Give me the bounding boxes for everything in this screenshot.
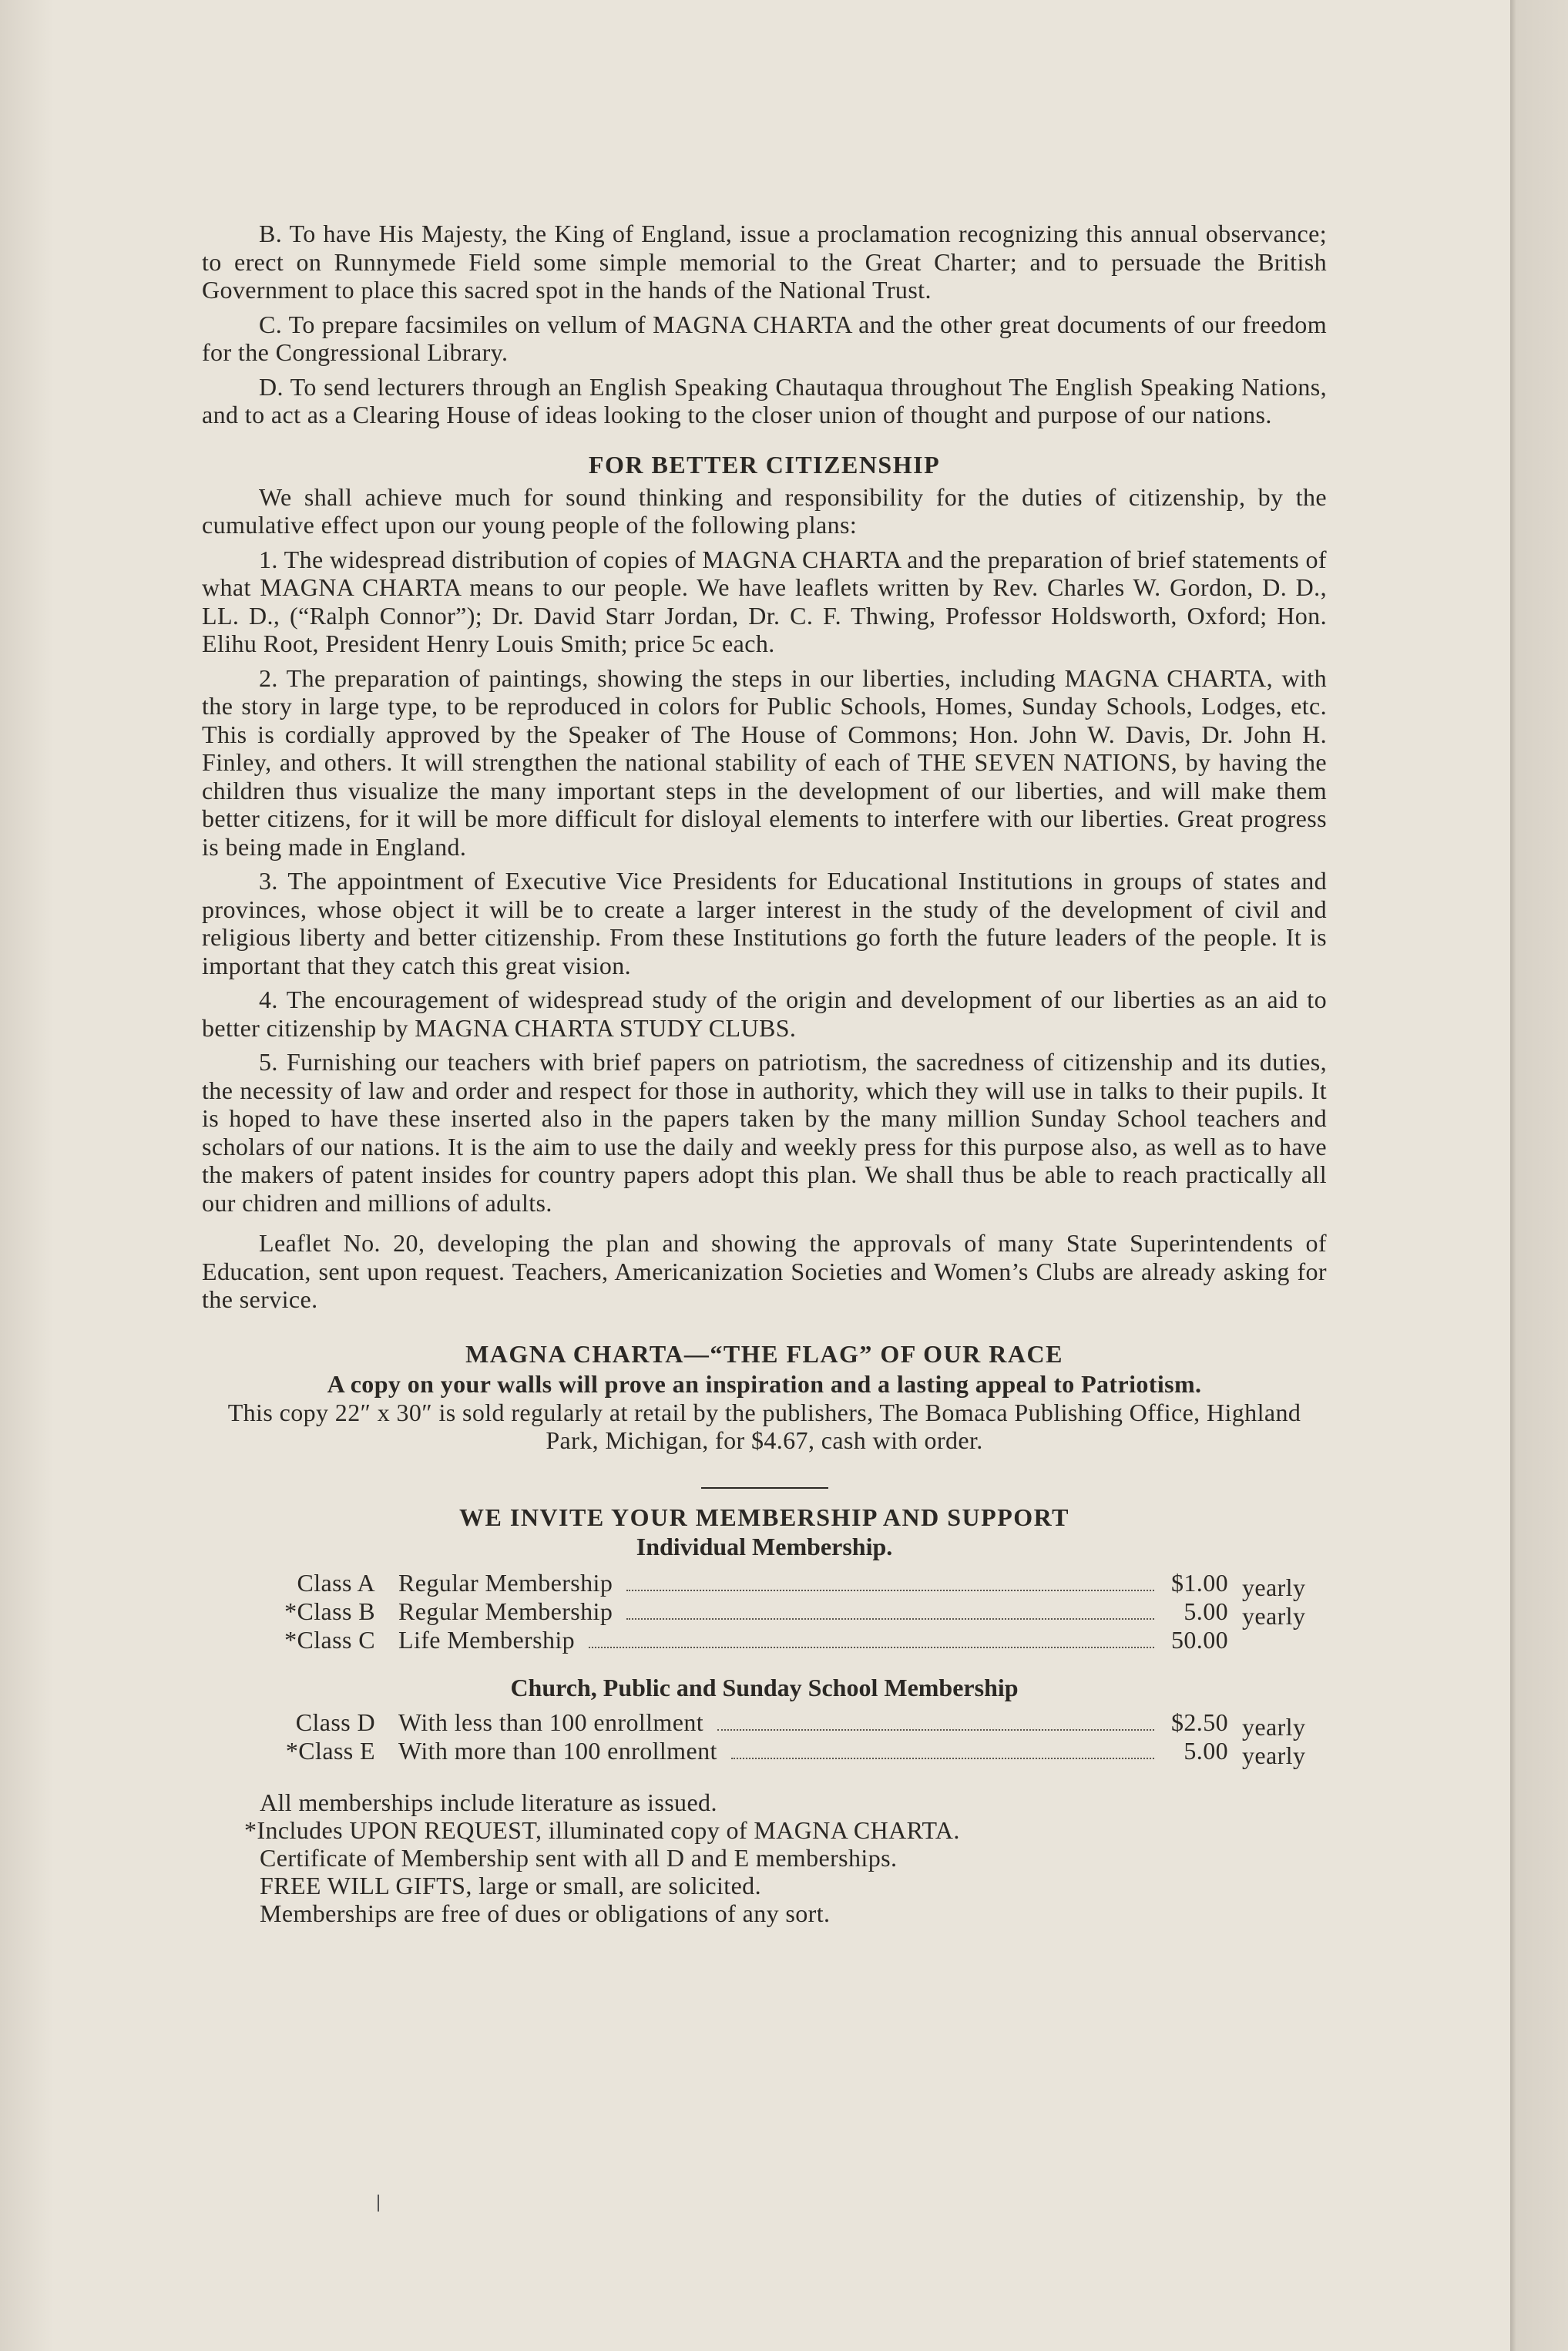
class-period: yearly <box>1242 1712 1306 1741</box>
note-line: *Includes UPON REQUEST, illuminated copy of MAGNA CHARTA. <box>244 1815 960 1844</box>
membership-row <box>202 1568 1327 1601</box>
membership-row <box>202 1708 1327 1741</box>
individual-membership-heading: Individual Membership. <box>636 1532 893 1560</box>
leaflet-note: Leaflet No. 20, developing the plan and showing the approvals of many State Superintendents of Education, sent upon request. Teachers, Americanization Societies and Women’s Clubs are already asking for the service. <box>202 1229 1327 1313</box>
citizenship-intro: We shall achieve much for sound thinking and responsibility for the duties of citizenship, by the cumulative effect upon our young people of the following plans: <box>202 482 1327 539</box>
class-label: *Class C <box>284 1625 375 1654</box>
class-period: yearly <box>1242 1601 1306 1630</box>
membership-heading: WE INVITE YOUR MEMBERSHIP AND SUPPORT <box>459 1503 1069 1531</box>
document-body <box>202 220 1327 1927</box>
plan-1: 1. The widespread distribution of copies of MAGNA CHARTA and the preparation of brief statements of what MAGNA CHARTA means to our people. We have leaflets written by Rev. Charles W. Gordon, D. D., LL. D., (“Ralph Connor”); Dr. David Starr Jordan, Dr. C. F. Thwing, Professor Holdsworth, Oxford; Hon. Elihu Root, President Henry Louis Smith; price 5c each. <box>202 545 1327 657</box>
section-divider <box>701 1487 828 1489</box>
flag-bold-line: A copy on your walls will prove an inspiration and a lasting appeal to Patriotism. <box>327 1369 1202 1398</box>
class-description: Regular Membership <box>398 1568 613 1597</box>
dot-leader <box>589 1647 1154 1648</box>
flag-body: This copy 22″ x 30″ is sold regularly at retail by the publishers, The Bomaca Publishing Office, Highland Park, Michigan, for $4.67, cash with order. <box>227 1398 1301 1454</box>
dot-leader <box>717 1729 1154 1731</box>
flag-heading: MAGNA CHARTA—“THE FLAG” OF OUR RACE <box>465 1339 1063 1368</box>
note-line: All memberships include literature as issued. <box>260 1788 717 1816</box>
class-price: $2.50 <box>1171 1708 1228 1736</box>
class-label: *Class B <box>284 1597 375 1625</box>
church-membership-list <box>202 1708 1327 1769</box>
membership-row <box>202 1597 1327 1630</box>
class-description: With more than 100 enrollment <box>398 1736 717 1765</box>
class-price: $1.00 <box>1171 1568 1228 1597</box>
class-description: Life Membership <box>398 1625 576 1654</box>
class-price: 5.00 <box>1184 1736 1228 1765</box>
class-description: With less than 100 enrollment <box>398 1708 704 1736</box>
note-line: FREE WILL GIFTS, large or small, are solicited. <box>260 1871 761 1899</box>
membership-row <box>202 1626 1327 1654</box>
class-price: 50.00 <box>1171 1625 1228 1654</box>
individual-membership-list <box>202 1569 1327 1654</box>
objective-c: C. To prepare facsimiles on vellum of MAGNA CHARTA and the other great documents of our freedom for the Congressional Library. <box>202 310 1327 366</box>
dot-leader <box>731 1758 1154 1759</box>
dot-leader <box>626 1618 1154 1620</box>
class-period: yearly <box>1242 1741 1306 1769</box>
objective-d: D. To send lecturers through an English Speaking Chautaqua throughout The English Speaking Nations, and to act as a Clearing House of ideas looking to the closer union of thought and purpose of our nations. <box>202 372 1327 428</box>
plan-4: 4. The encouragement of widespread study of the origin and development of our liberties as an aid to better citizenship by MAGNA CHARTA STUDY CLUBS. <box>202 986 1327 1042</box>
plan-2: 2. The preparation of paintings, showing the steps in our liberties, including MAGNA CHARTA, with the story in large type, to be reproduced in colors for Public Schools, Homes, Sunday Schools, Lodges, etc. This is cordially approved by the Speaker of The House of Commons; Hon. John W. Davis, Dr. John H. Finley, and others. It will strengthen the national stability of each of THE SEVEN NATIONS, by having the children thus visualize the many important steps in the development of our liberties, and will make them better citizens, for it will be more difficult for disloyal elements to interfere with our liberties. Great progress is being made in England. <box>202 663 1327 861</box>
class-label: Class D <box>295 1708 375 1736</box>
objective-b: B. To have His Majesty, the King of England, issue a proclamation recognizing this annual observance; to erect on Runnymede Field some simple memorial to the Great Charter; and to persuade the British Government to place this sacred spot in the hands of the National Trust. <box>202 220 1327 304</box>
note-line: Certificate of Membership sent with all D and E memberships. <box>260 1843 898 1872</box>
citizenship-heading: FOR BETTER CITIZENSHIP <box>588 450 941 479</box>
pencil-mark <box>378 2195 379 2212</box>
plan-3: 3. The appointment of Executive Vice Presidents for Educational Institutions in groups of states and provinces, whose object it will be to create a larger interest in the study of the development of civil and religious liberty and better citizenship. From these Institutions go forth the future leaders of the people. It is important that they catch this great vision. <box>202 867 1327 979</box>
page-binding-edge <box>1510 0 1568 2351</box>
plan-5: 5. Furnishing our teachers with brief papers on patriotism, the sacredness of citizenship and its duties, the necessity of law and order and respect for those in authority, which they will use in talks to their pupils. It is hoped to have these inserted also in the papers taken by the many million Sunday School teachers and scholars of our nations. It is the aim to use the daily and weekly press for this purpose also, as well as to have the makers of patent insides for country papers adopt this plan. We shall thus be able to reach practically all our chidren and millions of adults. <box>202 1048 1327 1217</box>
dot-leader <box>626 1590 1154 1591</box>
page-left-shadow <box>0 0 54 2351</box>
membership-notes <box>202 1788 1327 1927</box>
membership-row <box>202 1736 1327 1769</box>
class-description: Regular Membership <box>398 1597 613 1625</box>
class-label: *Class E <box>285 1736 375 1765</box>
class-price: 5.00 <box>1184 1597 1228 1625</box>
class-label: Class A <box>297 1568 375 1597</box>
church-membership-heading: Church, Public and Sunday School Membership <box>510 1673 1019 1701</box>
note-line: Memberships are free of dues or obligations of any sort. <box>260 1899 831 1927</box>
class-period: yearly <box>1242 1573 1306 1601</box>
